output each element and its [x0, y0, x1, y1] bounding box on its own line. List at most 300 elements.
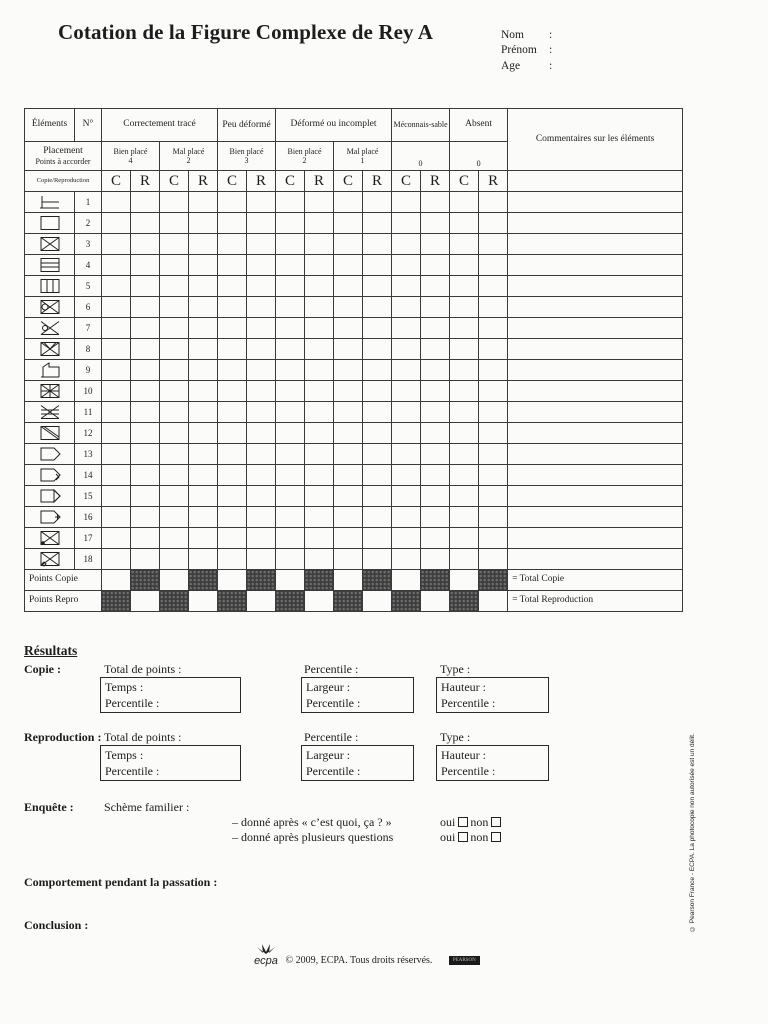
score-cell[interactable] — [247, 381, 276, 402]
score-cell[interactable] — [160, 423, 189, 444]
score-cell[interactable] — [479, 444, 508, 465]
score-cell[interactable] — [450, 255, 479, 276]
score-cell[interactable] — [392, 234, 421, 255]
score-cell[interactable] — [131, 465, 160, 486]
element-row — [25, 528, 683, 549]
score-cell[interactable] — [160, 234, 189, 255]
score-cell[interactable] — [160, 339, 189, 360]
score-cell[interactable] — [305, 360, 334, 381]
score-cell[interactable] — [363, 423, 392, 444]
repro-total-points[interactable]: Total de points : — [104, 730, 182, 744]
score-cell[interactable] — [247, 423, 276, 444]
score-cell[interactable] — [334, 360, 363, 381]
score-cell[interactable] — [363, 507, 392, 528]
score-cell[interactable] — [450, 339, 479, 360]
score-cell[interactable] — [131, 402, 160, 423]
score-cell[interactable] — [450, 444, 479, 465]
score-cell[interactable] — [218, 297, 247, 318]
score-cell[interactable] — [218, 402, 247, 423]
score-cell[interactable] — [450, 549, 479, 570]
score-cell[interactable] — [218, 465, 247, 486]
score-cell[interactable] — [102, 297, 131, 318]
score-cell[interactable] — [392, 192, 421, 213]
score-cell[interactable] — [247, 192, 276, 213]
score-cell[interactable] — [189, 297, 218, 318]
score-cell[interactable] — [334, 276, 363, 297]
score-cell[interactable] — [305, 297, 334, 318]
score-cell[interactable] — [334, 486, 363, 507]
comment-cell[interactable] — [508, 234, 683, 255]
score-cell[interactable] — [247, 234, 276, 255]
score-cell[interactable] — [160, 276, 189, 297]
score-cell[interactable] — [160, 507, 189, 528]
score-cell[interactable] — [421, 402, 450, 423]
points-repro-cell[interactable] — [131, 591, 160, 612]
score-cell[interactable] — [102, 339, 131, 360]
score-cell[interactable] — [305, 234, 334, 255]
score-cell[interactable] — [189, 486, 218, 507]
score-cell[interactable] — [334, 465, 363, 486]
score-cell[interactable] — [102, 402, 131, 423]
score-cell[interactable] — [305, 192, 334, 213]
score-cell[interactable] — [479, 234, 508, 255]
score-cell[interactable] — [421, 444, 450, 465]
score-cell[interactable] — [160, 213, 189, 234]
score-cell[interactable] — [218, 360, 247, 381]
score-cell[interactable] — [479, 360, 508, 381]
score-cell[interactable] — [218, 423, 247, 444]
score-cell[interactable] — [334, 444, 363, 465]
score-cell[interactable] — [247, 339, 276, 360]
score-cell[interactable] — [334, 234, 363, 255]
score-cell[interactable] — [276, 276, 305, 297]
score-cell[interactable] — [276, 339, 305, 360]
score-cell[interactable] — [131, 381, 160, 402]
points-copie-cell[interactable] — [334, 570, 363, 591]
score-cell[interactable] — [421, 213, 450, 234]
score-cell[interactable] — [363, 381, 392, 402]
score-cell[interactable] — [189, 507, 218, 528]
score-cell[interactable] — [421, 381, 450, 402]
score-cell[interactable] — [160, 402, 189, 423]
score-cell[interactable] — [479, 528, 508, 549]
score-cell[interactable] — [131, 234, 160, 255]
repro-hauteur-box[interactable] — [436, 745, 549, 781]
score-cell[interactable] — [479, 486, 508, 507]
score-cell[interactable] — [421, 276, 450, 297]
score-cell[interactable] — [334, 192, 363, 213]
score-cell[interactable] — [160, 528, 189, 549]
score-cell[interactable] — [276, 444, 305, 465]
score-cell[interactable] — [160, 360, 189, 381]
score-cell[interactable] — [247, 297, 276, 318]
nom-field[interactable] — [501, 29, 553, 41]
score-cell[interactable] — [421, 297, 450, 318]
copie-largeur-box[interactable] — [301, 677, 414, 713]
score-cell[interactable] — [305, 528, 334, 549]
score-cell[interactable] — [218, 339, 247, 360]
score-cell[interactable] — [102, 234, 131, 255]
score-cell[interactable] — [218, 255, 247, 276]
score-cell[interactable] — [131, 255, 160, 276]
comment-cell[interactable] — [508, 381, 683, 402]
score-cell[interactable] — [450, 276, 479, 297]
score-cell[interactable] — [363, 360, 392, 381]
score-cell[interactable] — [247, 360, 276, 381]
score-cell[interactable] — [363, 486, 392, 507]
points-repro-cell[interactable] — [363, 591, 392, 612]
points-repro-cell[interactable] — [247, 591, 276, 612]
score-cell[interactable] — [363, 297, 392, 318]
score-cell[interactable] — [102, 381, 131, 402]
score-cell[interactable] — [392, 549, 421, 570]
score-cell[interactable] — [189, 276, 218, 297]
score-cell[interactable] — [305, 255, 334, 276]
score-cell[interactable] — [160, 297, 189, 318]
score-cell[interactable] — [218, 318, 247, 339]
score-cell[interactable] — [479, 549, 508, 570]
score-cell[interactable] — [247, 486, 276, 507]
score-cell[interactable] — [334, 255, 363, 276]
points-repro-cell[interactable] — [305, 591, 334, 612]
score-cell[interactable] — [131, 318, 160, 339]
score-cell[interactable] — [276, 192, 305, 213]
score-cell[interactable] — [160, 381, 189, 402]
points-repro-cell[interactable] — [189, 591, 218, 612]
q1-non-checkbox[interactable] — [491, 817, 501, 827]
score-cell[interactable] — [392, 507, 421, 528]
score-cell[interactable] — [131, 360, 160, 381]
age-field[interactable] — [501, 60, 553, 72]
score-cell[interactable] — [276, 255, 305, 276]
points-repro-cell[interactable] — [479, 591, 508, 612]
score-cell[interactable] — [479, 255, 508, 276]
q1-oui-checkbox[interactable] — [458, 817, 468, 827]
score-cell[interactable] — [363, 339, 392, 360]
q2-non-checkbox[interactable] — [491, 832, 501, 842]
score-cell[interactable] — [276, 318, 305, 339]
score-cell[interactable] — [102, 465, 131, 486]
comment-cell[interactable] — [508, 444, 683, 465]
score-cell[interactable] — [479, 402, 508, 423]
score-cell[interactable] — [363, 549, 392, 570]
score-cell[interactable] — [189, 402, 218, 423]
score-cell[interactable] — [102, 486, 131, 507]
score-cell[interactable] — [276, 234, 305, 255]
score-cell[interactable] — [392, 444, 421, 465]
score-cell[interactable] — [334, 549, 363, 570]
score-cell[interactable] — [131, 423, 160, 444]
score-cell[interactable] — [131, 549, 160, 570]
score-cell[interactable] — [421, 549, 450, 570]
comment-cell[interactable] — [508, 486, 683, 507]
score-cell[interactable] — [189, 234, 218, 255]
score-cell[interactable] — [218, 444, 247, 465]
score-cell[interactable] — [363, 465, 392, 486]
score-cell[interactable] — [479, 423, 508, 444]
score-cell[interactable] — [479, 318, 508, 339]
copie-hauteur-box[interactable] — [436, 677, 549, 713]
score-cell[interactable] — [160, 486, 189, 507]
comment-cell[interactable] — [508, 528, 683, 549]
score-cell[interactable] — [247, 549, 276, 570]
score-cell[interactable] — [392, 360, 421, 381]
score-cell[interactable] — [392, 402, 421, 423]
score-cell[interactable] — [450, 507, 479, 528]
score-cell[interactable] — [102, 255, 131, 276]
score-cell[interactable] — [450, 318, 479, 339]
score-cell[interactable] — [392, 381, 421, 402]
score-cell[interactable] — [247, 402, 276, 423]
score-cell[interactable] — [421, 465, 450, 486]
score-cell[interactable] — [218, 507, 247, 528]
score-cell[interactable] — [450, 297, 479, 318]
comment-cell[interactable] — [508, 339, 683, 360]
score-cell[interactable] — [247, 318, 276, 339]
score-cell[interactable] — [131, 339, 160, 360]
score-cell[interactable] — [450, 360, 479, 381]
score-cell[interactable] — [160, 255, 189, 276]
comment-cell[interactable] — [508, 213, 683, 234]
score-cell[interactable] — [247, 528, 276, 549]
score-cell[interactable] — [479, 339, 508, 360]
comment-cell[interactable] — [508, 507, 683, 528]
score-cell[interactable] — [276, 360, 305, 381]
score-cell[interactable] — [334, 339, 363, 360]
score-cell[interactable] — [392, 276, 421, 297]
score-cell[interactable] — [102, 507, 131, 528]
score-cell[interactable] — [479, 213, 508, 234]
score-cell[interactable] — [421, 528, 450, 549]
score-cell[interactable] — [421, 192, 450, 213]
score-cell[interactable] — [305, 318, 334, 339]
score-cell[interactable] — [189, 423, 218, 444]
score-cell[interactable] — [421, 423, 450, 444]
score-cell[interactable] — [102, 528, 131, 549]
score-cell[interactable] — [450, 465, 479, 486]
score-cell[interactable] — [392, 255, 421, 276]
score-cell[interactable] — [218, 276, 247, 297]
score-cell[interactable] — [218, 234, 247, 255]
score-cell[interactable] — [218, 213, 247, 234]
comment-cell[interactable] — [508, 549, 683, 570]
score-cell[interactable] — [334, 381, 363, 402]
score-cell[interactable] — [363, 192, 392, 213]
score-cell[interactable] — [363, 213, 392, 234]
score-cell[interactable] — [479, 192, 508, 213]
score-cell[interactable] — [479, 507, 508, 528]
score-cell[interactable] — [247, 465, 276, 486]
score-cell[interactable] — [450, 528, 479, 549]
score-cell[interactable] — [334, 318, 363, 339]
score-cell[interactable] — [276, 423, 305, 444]
score-cell[interactable] — [392, 465, 421, 486]
score-cell[interactable] — [247, 507, 276, 528]
score-cell[interactable] — [305, 423, 334, 444]
score-cell[interactable] — [276, 402, 305, 423]
score-cell[interactable] — [276, 465, 305, 486]
score-cell[interactable] — [276, 213, 305, 234]
score-cell[interactable] — [247, 213, 276, 234]
score-cell[interactable] — [305, 213, 334, 234]
score-cell[interactable] — [392, 318, 421, 339]
score-cell[interactable] — [131, 528, 160, 549]
score-cell[interactable] — [363, 255, 392, 276]
score-cell[interactable] — [218, 549, 247, 570]
score-cell[interactable] — [276, 507, 305, 528]
score-cell[interactable] — [189, 213, 218, 234]
q2-oui-checkbox[interactable] — [458, 832, 468, 842]
score-cell[interactable] — [189, 339, 218, 360]
score-cell[interactable] — [102, 276, 131, 297]
comment-cell[interactable] — [508, 297, 683, 318]
score-cell[interactable] — [276, 549, 305, 570]
score-cell[interactable] — [160, 549, 189, 570]
score-cell[interactable] — [189, 360, 218, 381]
score-cell[interactable] — [421, 339, 450, 360]
score-cell[interactable] — [189, 465, 218, 486]
score-cell[interactable] — [131, 213, 160, 234]
score-cell[interactable] — [334, 423, 363, 444]
score-cell[interactable] — [131, 297, 160, 318]
score-cell[interactable] — [189, 318, 218, 339]
score-cell[interactable] — [305, 402, 334, 423]
score-cell[interactable] — [363, 402, 392, 423]
score-cell[interactable] — [334, 528, 363, 549]
score-cell[interactable] — [276, 381, 305, 402]
score-cell[interactable] — [363, 318, 392, 339]
score-cell[interactable] — [479, 276, 508, 297]
score-cell[interactable] — [160, 318, 189, 339]
score-cell[interactable] — [421, 507, 450, 528]
points-repro-cell[interactable] — [421, 591, 450, 612]
score-cell[interactable] — [334, 402, 363, 423]
score-cell[interactable] — [305, 486, 334, 507]
score-cell[interactable] — [479, 465, 508, 486]
score-cell[interactable] — [334, 507, 363, 528]
score-cell[interactable] — [363, 234, 392, 255]
score-cell[interactable] — [450, 381, 479, 402]
score-cell[interactable] — [102, 444, 131, 465]
score-cell[interactable] — [160, 444, 189, 465]
score-cell[interactable] — [131, 444, 160, 465]
points-copie-cell[interactable] — [276, 570, 305, 591]
comment-cell[interactable] — [508, 423, 683, 444]
score-cell[interactable] — [102, 192, 131, 213]
score-cell[interactable] — [189, 381, 218, 402]
score-cell[interactable] — [131, 276, 160, 297]
score-cell[interactable] — [131, 486, 160, 507]
score-cell[interactable] — [421, 318, 450, 339]
comment-cell[interactable] — [508, 402, 683, 423]
score-cell[interactable] — [363, 528, 392, 549]
score-cell[interactable] — [334, 213, 363, 234]
score-cell[interactable] — [450, 234, 479, 255]
score-cell[interactable] — [189, 192, 218, 213]
score-cell[interactable] — [363, 276, 392, 297]
score-cell[interactable] — [218, 486, 247, 507]
score-cell[interactable] — [392, 528, 421, 549]
comment-cell[interactable] — [508, 360, 683, 381]
score-cell[interactable] — [363, 444, 392, 465]
points-copie-cell[interactable] — [218, 570, 247, 591]
score-cell[interactable] — [421, 486, 450, 507]
score-cell[interactable] — [334, 297, 363, 318]
score-cell[interactable] — [479, 297, 508, 318]
score-cell[interactable] — [189, 444, 218, 465]
points-copie-cell[interactable] — [160, 570, 189, 591]
score-cell[interactable] — [247, 276, 276, 297]
score-cell[interactable] — [218, 528, 247, 549]
comment-cell[interactable] — [508, 465, 683, 486]
score-cell[interactable] — [392, 297, 421, 318]
score-cell[interactable] — [247, 444, 276, 465]
repro-largeur-box[interactable] — [301, 745, 414, 781]
score-cell[interactable] — [305, 549, 334, 570]
score-cell[interactable] — [102, 318, 131, 339]
score-cell[interactable] — [305, 444, 334, 465]
comment-cell[interactable] — [508, 192, 683, 213]
score-cell[interactable] — [102, 213, 131, 234]
score-cell[interactable] — [276, 528, 305, 549]
points-copie-cell[interactable] — [392, 570, 421, 591]
score-cell[interactable] — [450, 402, 479, 423]
score-cell[interactable] — [131, 507, 160, 528]
score-cell[interactable] — [160, 192, 189, 213]
score-cell[interactable] — [160, 465, 189, 486]
score-cell[interactable] — [421, 255, 450, 276]
score-cell[interactable] — [189, 549, 218, 570]
score-cell[interactable] — [450, 423, 479, 444]
score-cell[interactable] — [392, 486, 421, 507]
score-cell[interactable] — [450, 192, 479, 213]
score-cell[interactable] — [305, 507, 334, 528]
score-cell[interactable] — [450, 486, 479, 507]
copie-total-points[interactable]: Total de points : — [104, 662, 182, 676]
score-cell[interactable] — [305, 339, 334, 360]
repro-temps-box[interactable] — [100, 745, 241, 781]
score-cell[interactable] — [305, 465, 334, 486]
points-copie-cell[interactable] — [450, 570, 479, 591]
score-cell[interactable] — [479, 381, 508, 402]
score-cell[interactable] — [131, 192, 160, 213]
score-cell[interactable] — [421, 360, 450, 381]
copie-temps-box[interactable] — [100, 677, 241, 713]
points-copie-cell[interactable] — [102, 570, 131, 591]
score-cell[interactable] — [189, 528, 218, 549]
score-cell[interactable] — [392, 339, 421, 360]
score-cell[interactable] — [102, 423, 131, 444]
score-cell[interactable] — [102, 549, 131, 570]
score-cell[interactable] — [421, 234, 450, 255]
score-cell[interactable] — [218, 192, 247, 213]
comment-cell[interactable] — [508, 255, 683, 276]
score-cell[interactable] — [189, 255, 218, 276]
comment-cell[interactable] — [508, 318, 683, 339]
score-cell[interactable] — [305, 381, 334, 402]
score-cell[interactable] — [102, 360, 131, 381]
score-cell[interactable] — [276, 486, 305, 507]
score-cell[interactable] — [218, 381, 247, 402]
score-cell[interactable] — [392, 213, 421, 234]
score-cell[interactable] — [247, 255, 276, 276]
score-cell[interactable] — [450, 213, 479, 234]
score-cell[interactable] — [305, 276, 334, 297]
score-cell[interactable] — [276, 297, 305, 318]
prenom-field[interactable] — [501, 44, 553, 56]
score-cell[interactable] — [392, 423, 421, 444]
comment-cell[interactable] — [508, 276, 683, 297]
